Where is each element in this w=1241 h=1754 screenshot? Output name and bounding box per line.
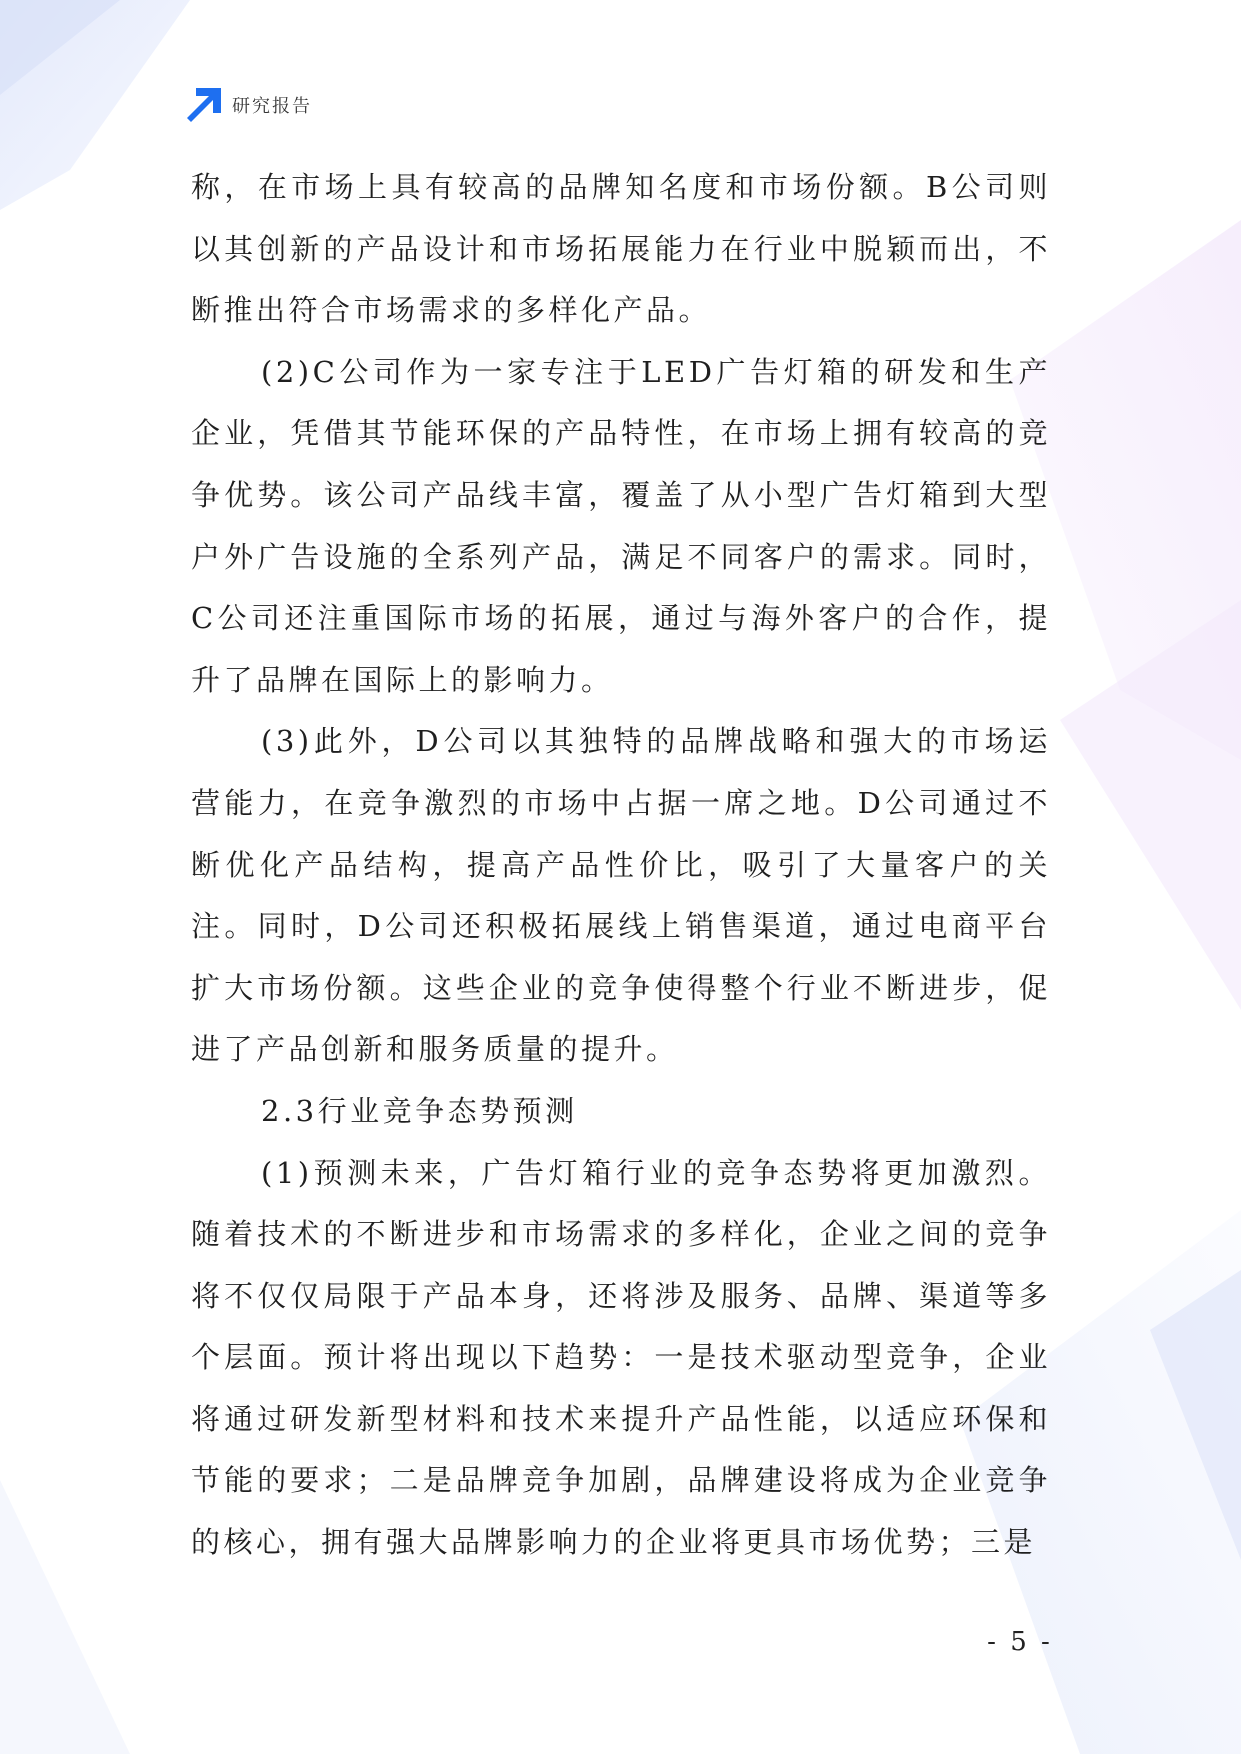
paragraph-company-d: (3)此外，D公司以其独特的品牌战略和强大的市场运营能力，在竞争激烈的市场中占据一席之地。D公司通过不断优化产品结构，提高产品性价比，吸引了大量客户的关注。同时，D公司还积极拓展线上销售渠道，通过电商平台扩大市场份额。这些企业的竞争使得整个行业不断进步，促进了产品创新和服务质量的提升。 [191,724,1051,1067]
page-number: - 5 - [987,1627,1053,1657]
paragraph-continued: 称，在市场上具有较高的品牌知名度和市场份额。B公司则以其创新的产品设计和市场拓展能力在行业中脱颖而出，不断推出符合市场需求的多样化产品。 [191,170,1051,328]
section-heading: 2.3行业竞争态势预测 [261,1093,578,1128]
paragraph-company-c: (2)C公司作为一家专注于LED广告灯箱的研发和生产企业，凭借其节能环保的产品特性，在市场上拥有较高的竞争优势。该公司产品线丰富，覆盖了从小型广告灯箱到大型户外广告设施的全系列产品，满足不同客户的需求。同时，C公司还注重国际市场的拓展，通过与海外客户的合作，提升了品牌在国际上的影响力。 [191,354,1051,697]
header-title: 研究报告 [232,96,312,117]
report-header [187,88,312,122]
arrow-up-right-icon [187,88,221,122]
paragraph-forecast: (1)预测未来，广告灯箱行业的竞争态势将更加激烈。随着技术的不断进步和市场需求的多样化，企业之间的竞争将不仅仅局限于产品本身，还将涉及服务、品牌、渠道等多个层面。预计将出现以下趋势：一是技术驱动型竞争，企业将通过研发新型材料和技术来提升产品性能，以适应环保和节能的要求；二是品牌竞争加剧，品牌建设将成为企业竞争的核心，拥有强大品牌影响力的企业将更具市场优势；三是 [191,1155,1051,1560]
document-body [191,157,1051,1574]
